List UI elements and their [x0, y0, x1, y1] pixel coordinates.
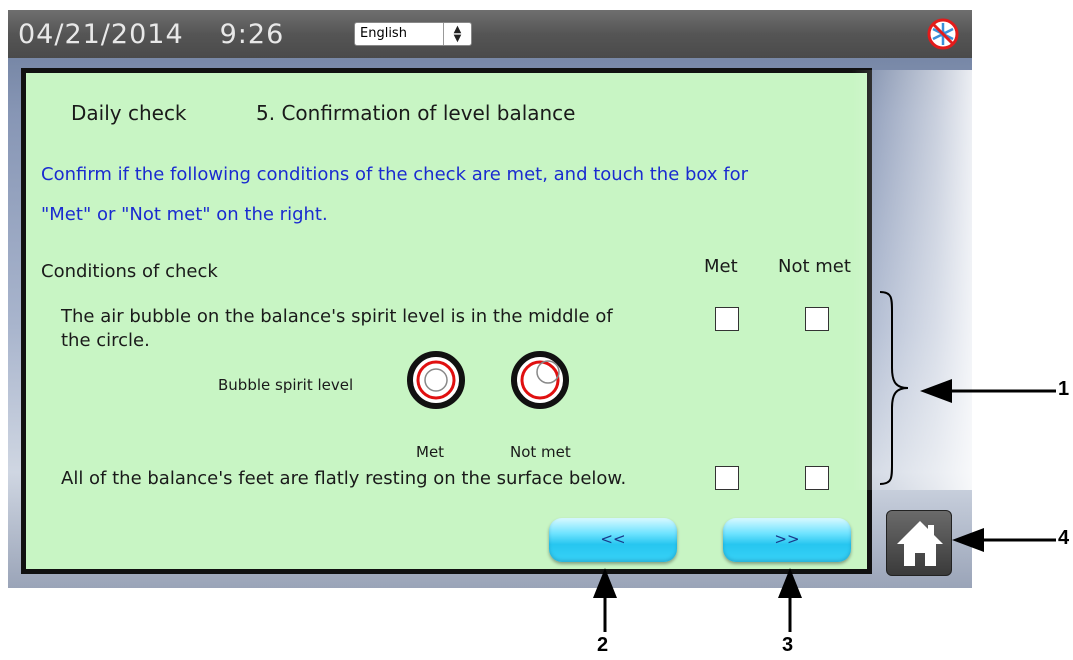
instruction-text-line2: "Met" or "Not met" on the right.: [41, 204, 328, 225]
status-bar: [8, 10, 972, 58]
device-screen: [8, 10, 972, 588]
next-button[interactable]: >>: [723, 518, 851, 562]
network-disconnected-icon[interactable]: [927, 18, 959, 50]
annotation-arrow-3: [777, 566, 803, 634]
daily-check-panel: [21, 68, 872, 574]
condition-2-text: All of the balance's feet are flatly resting on the surface below.: [61, 468, 627, 489]
page-title: Daily check: [71, 101, 187, 125]
language-select-value: English: [360, 26, 407, 41]
annotation-arrow-2: [592, 566, 618, 634]
spirit-level-centered-icon: [406, 350, 466, 410]
callout-label-4: 4: [1058, 527, 1070, 549]
not-met-column-header: Not met: [778, 256, 851, 277]
home-icon: [895, 517, 945, 569]
met-column-header: Met: [704, 256, 738, 277]
step-title: 5. Confirmation of level balance: [256, 101, 576, 125]
callout-label-1: 1: [1058, 378, 1070, 400]
condition-1-not-met-checkbox[interactable]: [805, 307, 829, 331]
level-not-met-caption: Not met: [510, 443, 571, 461]
callout-label-2: 2: [597, 634, 609, 656]
condition-1-text-continued: the circle.: [61, 330, 150, 351]
annotation-arrow-4: [950, 527, 1058, 553]
home-button[interactable]: [886, 510, 952, 576]
level-met-caption: Met: [416, 443, 445, 461]
language-select[interactable]: [354, 22, 472, 46]
condition-2-not-met-checkbox[interactable]: [805, 466, 829, 490]
condition-2-met-checkbox[interactable]: [715, 466, 739, 490]
annotation-bracket: [878, 290, 918, 486]
spirit-level-offset-icon: [510, 350, 570, 410]
instruction-text-line1: Confirm if the following conditions of the check are met, and touch the box for: [41, 164, 749, 185]
bubble-level-label: Bubble spirit level: [218, 376, 354, 394]
date-time-display: [18, 19, 284, 50]
condition-1-met-checkbox[interactable]: [715, 307, 739, 331]
condition-1-text: The air bubble on the balance's spirit level is in the middle of: [61, 306, 613, 327]
callout-label-3: 3: [782, 634, 794, 656]
back-button[interactable]: <<: [549, 518, 677, 562]
conditions-header: Conditions of check: [41, 261, 218, 282]
date-display: 04/21/2014: [18, 19, 184, 50]
annotation-arrow-1: [918, 378, 1058, 404]
time-display: 9:26: [219, 19, 285, 50]
up-down-arrows-icon: ▲ ▼: [443, 23, 471, 45]
